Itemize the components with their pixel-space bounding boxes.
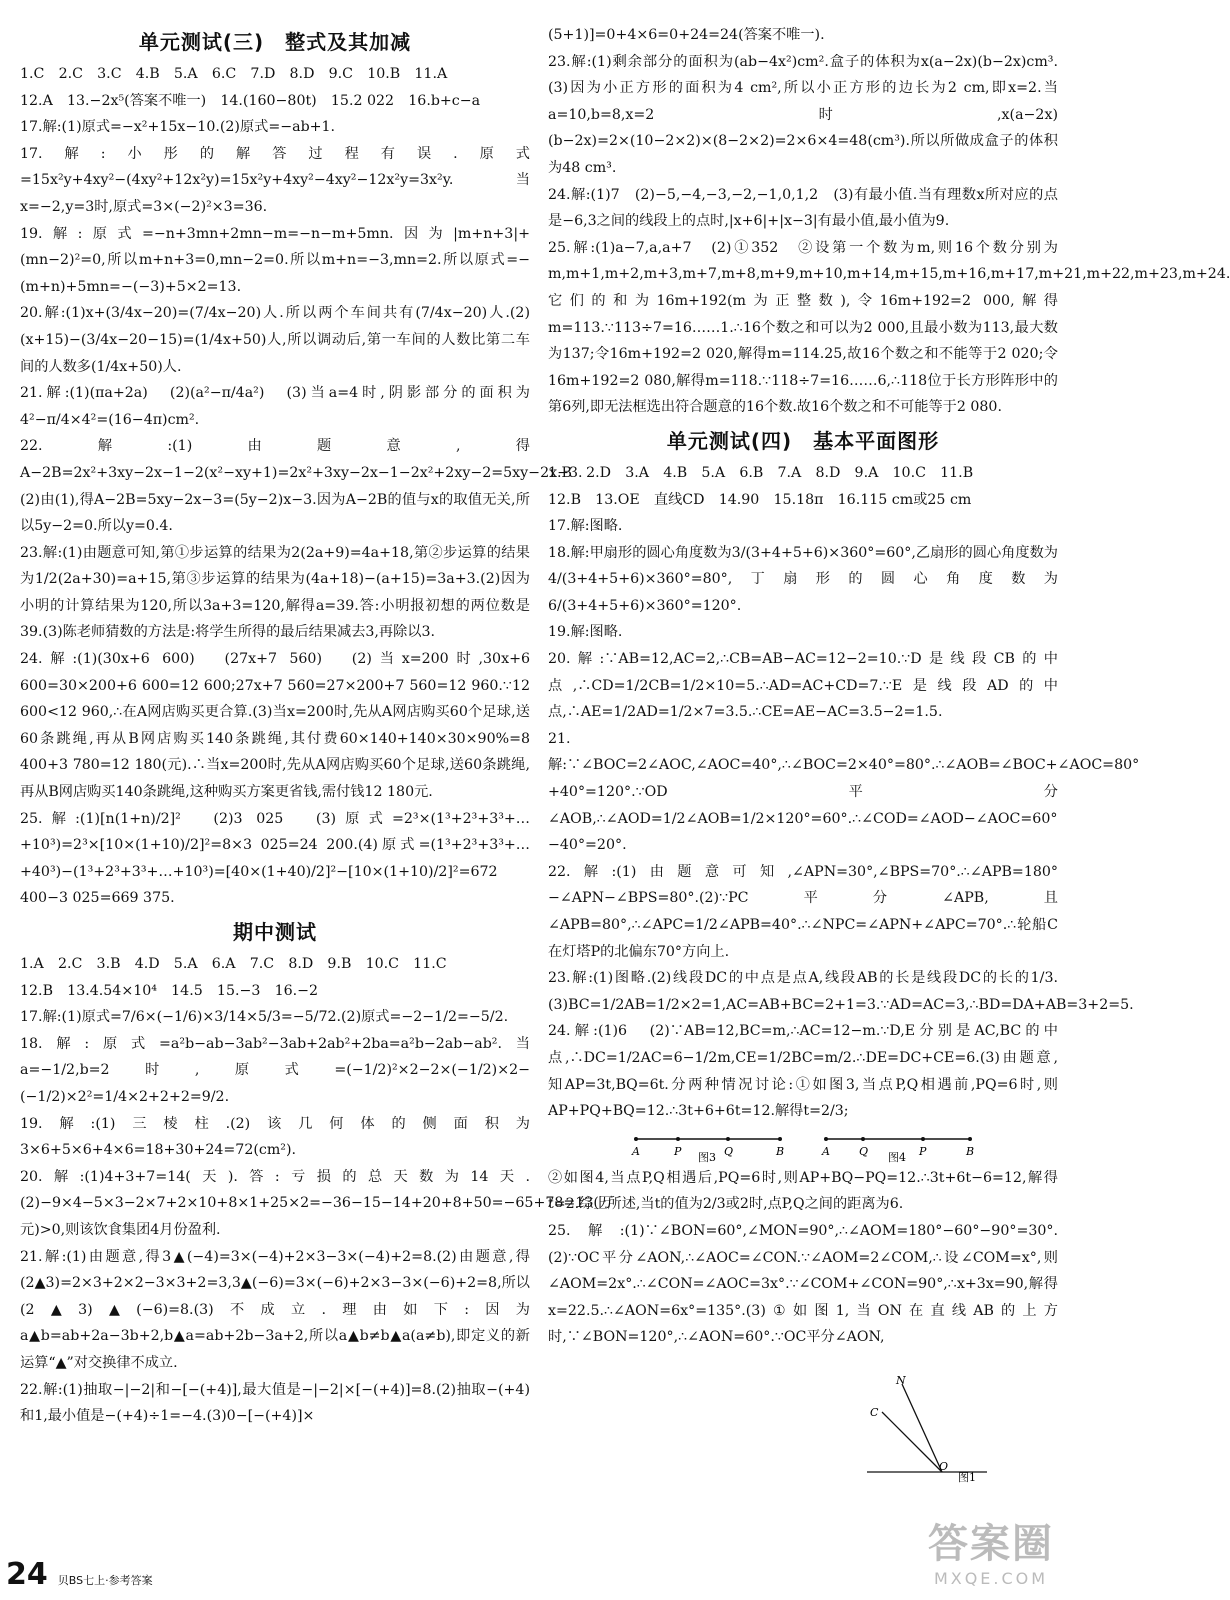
answer-item: 20.解:∵AB=12,AC=2,∴CB=AB−AC=12−2=10.∵D是线段CB的中点,∴CD=1/2CB=1/2×10=5.∴AD=AC+CD=7.∵E是线段AD的中点,∴AE=1/2AD=1/2×7=3.5.∴CE=AE−AC=3.5−2=1.5. — [548, 651, 1058, 721]
answer-item: 12.A 13.−2x⁵(答案不唯一) 14.(160−80t) 15.2 022 16.b+c−a — [20, 92, 481, 109]
figure-3 — [628, 1129, 788, 1163]
watermark-logo — [928, 1512, 1054, 1588]
answer-item: 24.解:(1)6 (2)∵AB=12,BC=m,∴AC=12−m.∵D,E分别是AC,BC的中点,∴DC=1/2AC=6−1/2m,CE=1/2BC=m/2.∴DE=DC+CE=6.(3)由题意,知AP=3t,BQ=6t.分两种情况讨论:①如图3,当点P,Q相遇前,PQ=6时,则AP+PQ+BQ=12.∴3t+6+6t=12.解得t=2/3; — [548, 1023, 1058, 1120]
answer-item: 18.解:原式=a²b−ab−3ab²−3ab+2ab²+2ba=a²b−2ab−ab².当a=−1/2,b=2时,原式=(−1/2)²×2−2×(−1/2)×2−(−1/2)×2²=1/4×2+2+2=9/2. — [20, 1035, 530, 1105]
unit3-title: 单元测试(三) 整式及其加减 — [138, 30, 412, 54]
figure-1-angle-diagram — [862, 1372, 992, 1482]
fig3-point-q: Q — [724, 1144, 734, 1158]
watermark-url: MXQE.COM — [933, 1569, 1049, 1588]
figure-4 — [818, 1129, 978, 1163]
answer-item: 21.解:∵∠BOC=2∠AOC,∠AOC=40°,∴∠BOC=2×40°=80°.∴∠AOB=∠BOC+∠AOC=80°+40°=120°.∵OD平分∠AOB,∴∠AOD=1/2∠AOB=1/2×120°=60°.∴∠COD=∠AOD−∠AOC=60°−40°=20°. — [548, 730, 1140, 854]
answer-item: ②如图4,当点P,Q相遇后,PQ=6时,则AP+BQ−PQ=12.∴3t+6t−6=12,解得t=2.综上所述,当t的值为2/3或2时,点P,Q之间的距离为6. — [548, 1169, 1058, 1213]
fig4-point-b: B — [966, 1144, 975, 1158]
right-column — [548, 22, 1230, 1351]
answer-item: (5+1)]=0+4×6=0+24=24(答案不唯一). — [548, 27, 825, 43]
fig3-label: 图3 — [698, 1150, 716, 1164]
answer-item: 25.解:(1)[n(1+n)/2]² (2)3 025 (3)原式=2³×(1³+2³+3³+…+10³)=2³×[10×(1+10)/2]²=8×3 025=24 200.(4)原式=(1³+2³+3³+…+40³)−(1³+2³+3³+…+10³)=[40×(1+40)/2]²−[10×(1+10)/2]²=672 400−3 025=669 375. — [20, 810, 530, 907]
segment-figures — [548, 1129, 1058, 1163]
unit4-title: 单元测试(四) 基本平面图形 — [666, 428, 940, 453]
answer-item: 25.解:(1)∵∠BON=60°,∠MON=90°,∴∠AOM=180°−60°−90°=30°.(2)∵OC平分∠AON,∴∠AOC=∠CON.∵∠AOM=2∠COM,∴设∠COM=x°,则∠AOM=2x°.∴∠CON=∠AOC=3x°.∵∠COM+∠CON=90°,∴x+3x=90,解得x=22.5.∴∠AON=6x°=135°.(3)①如图1,当ON在直线AB的上方时,∵∠BON=120°,∴∠AON=60°.∵OC平分∠AON, — [548, 1222, 1058, 1346]
fig3-point-p: P — [674, 1144, 682, 1158]
answer-item: 23.解:(1)由题意可知,第①步运算的结果为2(2a+9)=4a+18,第②步运算的结果为1/2(2a+30)=a+15,第③步运算的结果为(4a+18)−(a+15)=3a+3.(2)因为小明的计算结果为120,所以3a+3=120,解得a=39.答:小明报初想的两位数是39.(3)陈老师猜数的方法是:将学生所得的最后结果减去3,再除以3. — [20, 544, 530, 641]
answer-item: 22.解:(1)由题意可知,∠APN=30°,∠BPS=70°.∴∠APB=180°−∠APN−∠BPS=80°.(2)∵PC平分∠APB,且∠APB=80°,∴∠APC=1/2∠APB=40°.∴∠NPC=∠APN+∠APC=70°.∴轮船C在灯塔P的北偏东70°方向上. — [548, 863, 1058, 960]
answer-item: 19.解:(1)三棱柱.(2)该几何体的侧面积为3×6+5×6+4×6=18+30+24=72(cm²). — [20, 1115, 530, 1159]
fig3-point-a: A — [632, 1144, 640, 1158]
continued-answers — [548, 22, 1230, 421]
unit3-answers — [20, 61, 583, 912]
answer-item: 23.解:(1)剩余部分的面积为(ab−4x²)cm².盒子的体积为x(a−2x)(b−2x)cm³.(3)因为小正方形的面积为4 cm²,所以小正方形的边长为2 cm,即x=2.当a=10,b=8,x=2时,x(a−2x)(b−2x)=2×(10−2×2)×(8−2×2)=2×6×4=48(cm³).所以所做成盒子的体积为48 cm³. — [548, 53, 1058, 176]
page-number: 24 — [6, 1557, 48, 1592]
fig4-point-a: A — [822, 1144, 830, 1158]
answer-item: 1.C 2.C 3.C 4.B 5.A 6.C 7.D 8.D 9.C 10.B 11.A — [20, 66, 448, 82]
answer-item: 20.解:(1)x+(3/4x−20)=(7/4x−20)人.所以两个车间共有(7/4x−20)人.(2)(x+15)−(3/4x−20−15)=(1/4x+50)人,所以调动后,第一车间的人数比第二车间的人数多(1/4x+50)人. — [20, 305, 530, 375]
answer-item: 12.B 13.4.54×10⁴ 14.5 15.−3 16.−2 — [20, 982, 319, 999]
fig4-point-q: Q — [859, 1144, 869, 1158]
answer-item: 17.解:(1)原式=7/6×(−1/6)×3/14×5/3=−5/72.(2)原式=−2−1/2=−5/2. — [20, 1009, 509, 1026]
answer-item: 1.A 2.C 3.B 4.D 5.A 6.A 7.C 8.D 9.B 10.C 11.C — [20, 956, 447, 972]
answer-item: 19.解:原式=−n+3mn+2mn−m=−n−m+5mn.因为|m+n+3|+(mn−2)²=0,所以m+n+3=0,mn−2=0.所以m+n=−3,mn=2.所以原式=−(m+n)+5mn=−(−3)+5×2=13. — [20, 225, 530, 295]
answer-item: 18.解:甲扇形的圆心角度数为3/(3+4+5+6)×360°=60°,乙扇形的圆心角度数为4/(3+4+5+6)×360°=80°,丁扇形的圆心角度数为6/(3+4+5+6)×360°=120°. — [548, 544, 1058, 614]
page-footer — [6, 1557, 153, 1592]
midterm-answers — [20, 951, 614, 1430]
fig1-point-c: C — [870, 1406, 879, 1419]
answer-item: 19.解:图略. — [548, 624, 623, 641]
figure-3-diagram — [628, 1129, 788, 1163]
fig4-point-p: P — [919, 1144, 927, 1158]
unit4-answers-part2 — [548, 1165, 1058, 1351]
fig1-point-n: N — [896, 1374, 906, 1387]
answer-item: 17.解:(1)原式=−x²+15x−10.(2)原式=−ab+1. — [20, 119, 336, 136]
fig1-point-o: O — [939, 1460, 949, 1473]
figure-4-diagram — [818, 1129, 978, 1163]
fig4-label: 图4 — [888, 1150, 906, 1164]
midterm-title: 期中测试 — [233, 920, 317, 944]
answer-item: 22.解:(1)由题意,得A−2B=2x²+3xy−2x−1−2(x²−xy+1)=2x²+3xy−2x−1−2x²+2xy−2=5xy−2x−3.(2)由(1),得A−2B=5xy−2x−3=(5y−2)x−3.因为A−2B的值与x的取值无关,所以5y−2=0.所以y=0.4. — [20, 438, 583, 535]
answer-item: 22.解:(1)抽取−|−2|和−[−(+4)],最大值是−|−2|×[−(+4)]=8.(2)抽取−(+4)和1,最小值是−(+4)÷1=−4.(3)0−[−(+4)]× — [20, 1381, 530, 1425]
unit4-answers-part1 — [548, 460, 1140, 1125]
answer-item: 24.解:(1)(30x+6 600) (27x+7 560) (2)当x=200时,30x+6 600=30×200+6 600=12 600;27x+7 560=27×200+7 560=12 960.∵12 600<12 960,∴在A网店购买更合算.(3)当x=200时,先从A网店购买60个足球,送60条跳绳,再从B网店购买140条跳绳,其付费60×140+140×30×90%=8 400+3 780=12 180(元).∴当x=200时,先从A网店购买60个足球,送60条跳绳,再从B网店购买140条跳绳,这种购买方案更省钱,需付钱12 180元. — [20, 651, 530, 801]
answer-item: 21.解:(1)由题意,得3▲(−4)=3×(−4)+2×3−3×(−4)+2=8.(2)由题意,得(2▲3)=2×3+2×2−3×3+2=3,3▲(−6)=3×(−6)+2×3−3×(−6)+2=8,所以(2▲3)▲(−6)=8.(3)不成立.理由如下:因为a▲b=ab+2a−3b+2,b▲a=ab+2b−3a+2,所以a▲b≠b▲a(a≠b),即定义的新运算“▲”对交换律不成立. — [20, 1248, 530, 1371]
answer-item: 23.解:(1)图略.(2)线段DC的中点是点A,线段AB的长是线段DC的长的1/3.(3)BC=1/2AB=1/2×2=1,AC=AB+BC=2+1=3.∵AD=AC=3,∴BD=DA+AB=3+2=5. — [548, 970, 1134, 1013]
answer-item: 17.解:小彤的解答过程有误.原式=15x²y+4xy²−(4xy²+12x²y)=15x²y+4xy²−4xy²−12x²y=3x²y.当x=−2,y=3时,原式=3×(−2)²×3=36. — [20, 145, 530, 215]
answer-item: 24.解:(1)7 (2)−5,−4,−3,−2,−1,0,1,2 (3)有最小值.当有理数x所对应的点是−6,3之间的线段上的点时,|x+6|+|x−3|有最小值,最小值为9. — [548, 186, 1058, 230]
answer-item: 25.解:(1)a−7,a,a+7 (2)①352 ②设第一个数为m,则16个数分别为m,m+1,m+2,m+3,m+7,m+8,m+9,m+10,m+14,m+15,m+16,m+17,m+21,m+22,m+23,m+24.它们的和为16m+192(m为正整数),令16m+192=2 000,解得m=113.∵113÷7=16……1.∴16个数之和可以为2 000,且最小数为113,最大数为137;令16m+192=2 020,解得m=114.25,故16个数之和不能等于2 020;令16m+192=2 080,解得m=118.∵118÷7=16……6,∴118位于长方形阵形中的第6列,即无法框选出符合题意的16个数.故16个数之和不可能等于2 080. — [548, 239, 1230, 416]
watermark-text: 答案圈 — [928, 1521, 1054, 1567]
fig3-point-b: B — [776, 1144, 785, 1158]
answer-item: 20.解:(1)4+3+7=14(天).答:亏损的总天数为14天.(2)−9×4−5×3−2×7+2×10+8×1+25×2=−36−15−14+20+8+50=−65+78=13(万元)>0,则该饮食集团4月份盈利. — [20, 1168, 614, 1238]
answer-item: 21.解:(1)(πa+2a) (2)(a²−π/4a²) (3)当a=4时,阴影部分的面积为4²−π/4×4²=(16−4π)cm². — [20, 385, 530, 428]
answer-item: 17.解:图略. — [548, 518, 623, 535]
answer-item: 12.B 13.OE 直线CD 14.90 15.18π 16.115 cm或25 cm — [548, 491, 972, 508]
book-series: 贝BS七上·参考答案 — [57, 1574, 153, 1587]
fig1-label: 图1 — [958, 1471, 976, 1484]
answer-item: 1.B 2.D 3.A 4.B 5.A 6.B 7.A 8.D 9.A 10.C 11.B — [548, 464, 974, 481]
